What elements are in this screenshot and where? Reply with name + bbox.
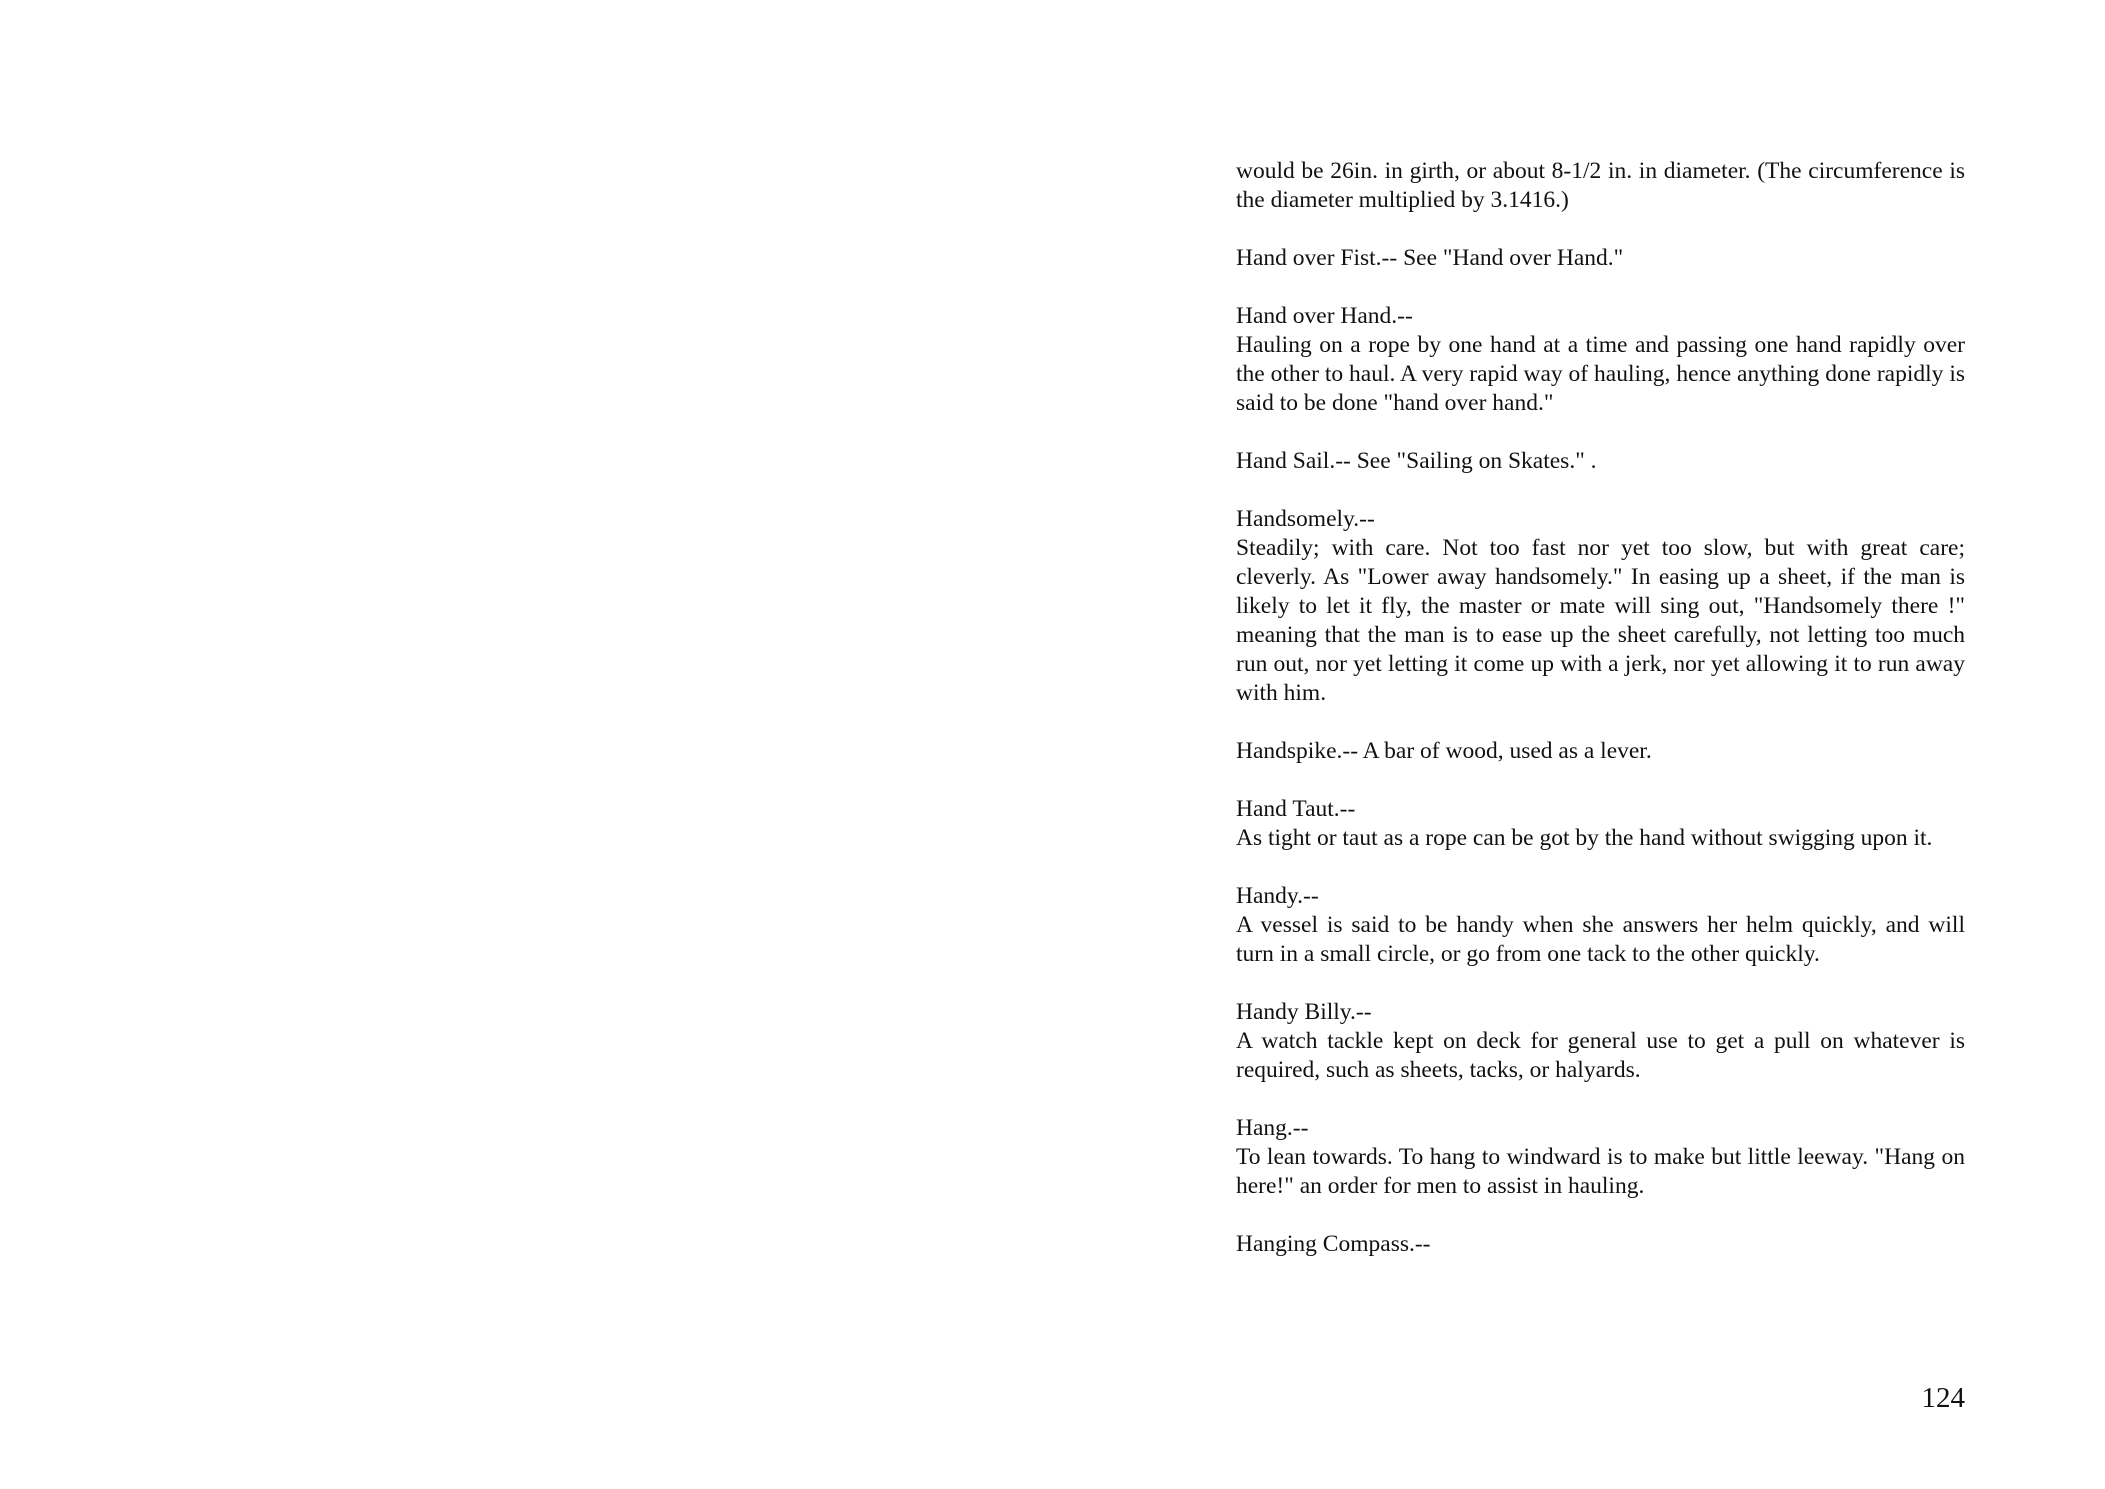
- glossary-entry-hang: [1236, 1114, 1965, 1201]
- entry-definition: Hauling on a rope by one hand at a time and passing one hand rapidly over the other to haul. A very rapid way of hauling, hence anything done rapidly is said to be done "hand over hand.": [1236, 332, 1965, 416]
- entry-heading: Handsomely.--: [1236, 506, 1375, 532]
- entry-heading: Hand over Fist.-- See "Hand over Hand.": [1236, 245, 1624, 271]
- glossary-entry-handspike: [1236, 737, 1965, 766]
- entry-heading: Handy.--: [1236, 883, 1319, 909]
- entry-heading: Handy Billy.--: [1236, 999, 1372, 1025]
- entry-heading: Hand over Hand.--: [1236, 303, 1413, 329]
- entry-heading: Hand Sail.-- See "Sailing on Skates." .: [1236, 448, 1597, 474]
- entry-heading: Hang.--: [1236, 1115, 1309, 1141]
- entry-definition: As tight or taut as a rope can be got by the hand without swigging upon it.: [1236, 825, 1933, 851]
- entry-definition: Steadily; with care. Not too fast nor yet too slow, but with great care; cleverly. As "Lower away handsomely." In easing up a sheet, if the man is likely to let it fly, the master or mate will sing out, "Handsomely there !" meaning that the man is to ease up the sheet carefully, not letting too much run out, nor yet letting it come up with a jerk, nor yet allowing it to run away with him.: [1236, 535, 1965, 706]
- glossary-entry-handy-billy: [1236, 998, 1965, 1085]
- glossary-entry-hand-over-fist: [1236, 244, 1965, 273]
- glossary-entry-hand-sail: [1236, 447, 1965, 476]
- glossary-entry-handsomely: [1236, 505, 1965, 708]
- entry-definition: To lean towards. To hang to windward is to make but little leeway. "Hang on here!" an order for men to assist in hauling.: [1236, 1144, 1965, 1199]
- entry-heading: Handspike.-- A bar of wood, used as a lever.: [1236, 738, 1652, 764]
- page-number: 124: [1921, 1382, 1965, 1414]
- entry-definition: A vessel is said to be handy when she answers her helm quickly, and will turn in a small circle, or go from one tack to the other quickly.: [1236, 912, 1965, 967]
- entry-definition: A watch tackle kept on deck for general use to get a pull on whatever is required, such as sheets, tacks, or halyards.: [1236, 1028, 1965, 1083]
- entry-heading: Hand Taut.--: [1236, 796, 1356, 822]
- text-column: [1236, 157, 1965, 1288]
- glossary-entry-handy: [1236, 882, 1965, 969]
- glossary-entry-hanging-compass: [1236, 1230, 1965, 1259]
- glossary-entry-hand-taut: [1236, 795, 1965, 853]
- glossary-entry-hand-over-hand: [1236, 302, 1965, 418]
- entry-heading: Hanging Compass.--: [1236, 1231, 1431, 1257]
- continuation-paragraph: would be 26in. in girth, or about 8-1/2 in. in diameter. (The circumference is the diameter multiplied by 3.1416.): [1236, 158, 1965, 213]
